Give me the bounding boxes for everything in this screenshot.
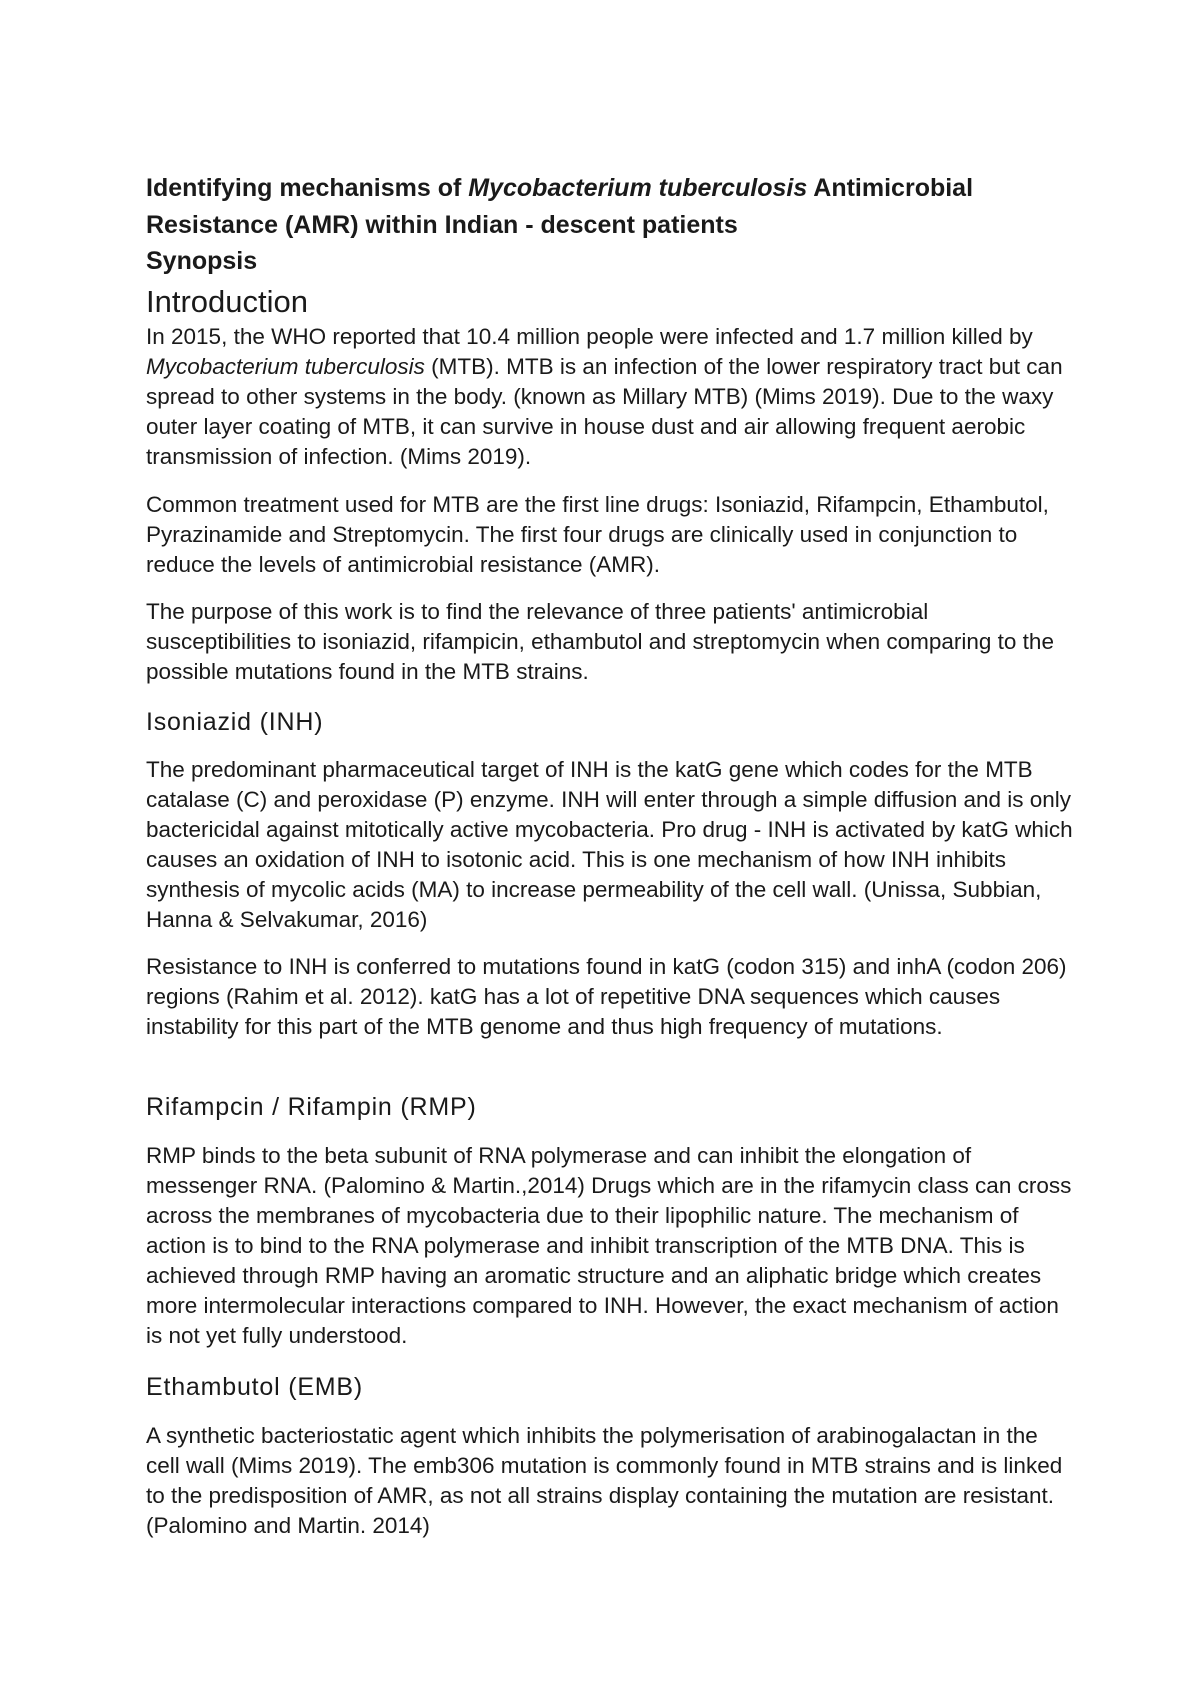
introduction-paragraph-3: The purpose of this work is to find the relevance of three patients' antimicrobial susceptibilities to isoniazid, rifampicin, ethambutol and streptomycin when comparing to the possible mutations found in the MTB strains. (146, 599, 1054, 684)
title-part1: Identifying mechanisms of (146, 174, 469, 202)
ethambutol-heading: Ethambutol (EMB) (146, 1373, 364, 1401)
ethambutol-paragraph-1: A synthetic bacteriostatic agent which inhibits the polymerisation of arabinogalactan in the cell wall (Mims 2019). The emb306 mutation is commonly found in MTB strains and is linked to the predisposition of AMR, as not all strains display containing the mutation are resistant. (Palomino and Martin. 2014) (146, 1423, 1063, 1538)
rifampcin-heading: Rifampcin / Rifampin (RMP) (146, 1093, 477, 1121)
document-title (146, 170, 1076, 244)
introduction-paragraph-1 (146, 322, 1076, 472)
intro-p1-italic: Mycobacterium tuberculosis (146, 354, 425, 379)
isoniazid-paragraph-2: Resistance to INH is conferred to mutations found in katG (codon 315) and inhA (codon 206) regions (Rahim et al. 2012). katG has a lot of repetitive DNA sequences which causes instability for this part of the MTB genome and thus high frequency of mutations. (146, 954, 1067, 1039)
introduction-paragraph-2: Common treatment used for MTB are the first line drugs: Isoniazid, Rifampcin, Ethambutol, Pyrazinamide and Streptomycin. The first four drugs are clinically used in conjunction to reduce the levels of antimicrobial resistance (AMR). (146, 492, 1049, 577)
synopsis-heading: Synopsis (146, 247, 258, 275)
title-italic: Mycobacterium tuberculosis (468, 174, 808, 202)
isoniazid-heading: Isoniazid (INH) (146, 708, 324, 736)
title-part2: Antimicrobial Resistance (AMR) within Indian - descent patients (146, 174, 974, 239)
introduction-heading: Introduction (146, 284, 308, 319)
rifampcin-paragraph-1: RMP binds to the beta subunit of RNA polymerase and can inhibit the elongation of messenger RNA. (Palomino & Martin.,2014) Drugs which are in the rifamycin class can cross across the membranes of mycobacteria due to their lipophilic nature. The mechanism of action is to bind to the RNA polymerase and inhibit transcription of the MTB DNA. This is achieved through RMP having an aromatic structure and an aliphatic bridge which creates more intermolecular interactions compared to INH. However, the exact mechanism of action is not yet fully understood. (146, 1143, 1072, 1348)
intro-p1-text-b: (MTB). MTB is an infection of the lower respiratory tract but can spread to other systems in the body. (known as Millary MTB) (Mims 2019). Due to the waxy outer layer coating of MTB, it can survive in house dust and air allowing frequent aerobic transmission of infection. (Mims 2019). (146, 354, 1063, 469)
intro-p1-text-a: In 2015, the WHO reported that 10.4 million people were infected and 1.7 million killed by (146, 324, 1033, 349)
isoniazid-paragraph-1: The predominant pharmaceutical target of INH is the katG gene which codes for the MTB catalase (C) and peroxidase (P) enzyme. INH will enter through a simple diffusion and is only bactericidal against mitotically active mycobacteria. Pro drug - INH is activated by katG which causes an oxidation of INH to isotonic acid. This is one mechanism of how INH inhibits synthesis of mycolic acids (MA) to increase permeability of the cell wall. (Unissa, Subbian, Hanna & Selvakumar, 2016) (146, 757, 1073, 932)
